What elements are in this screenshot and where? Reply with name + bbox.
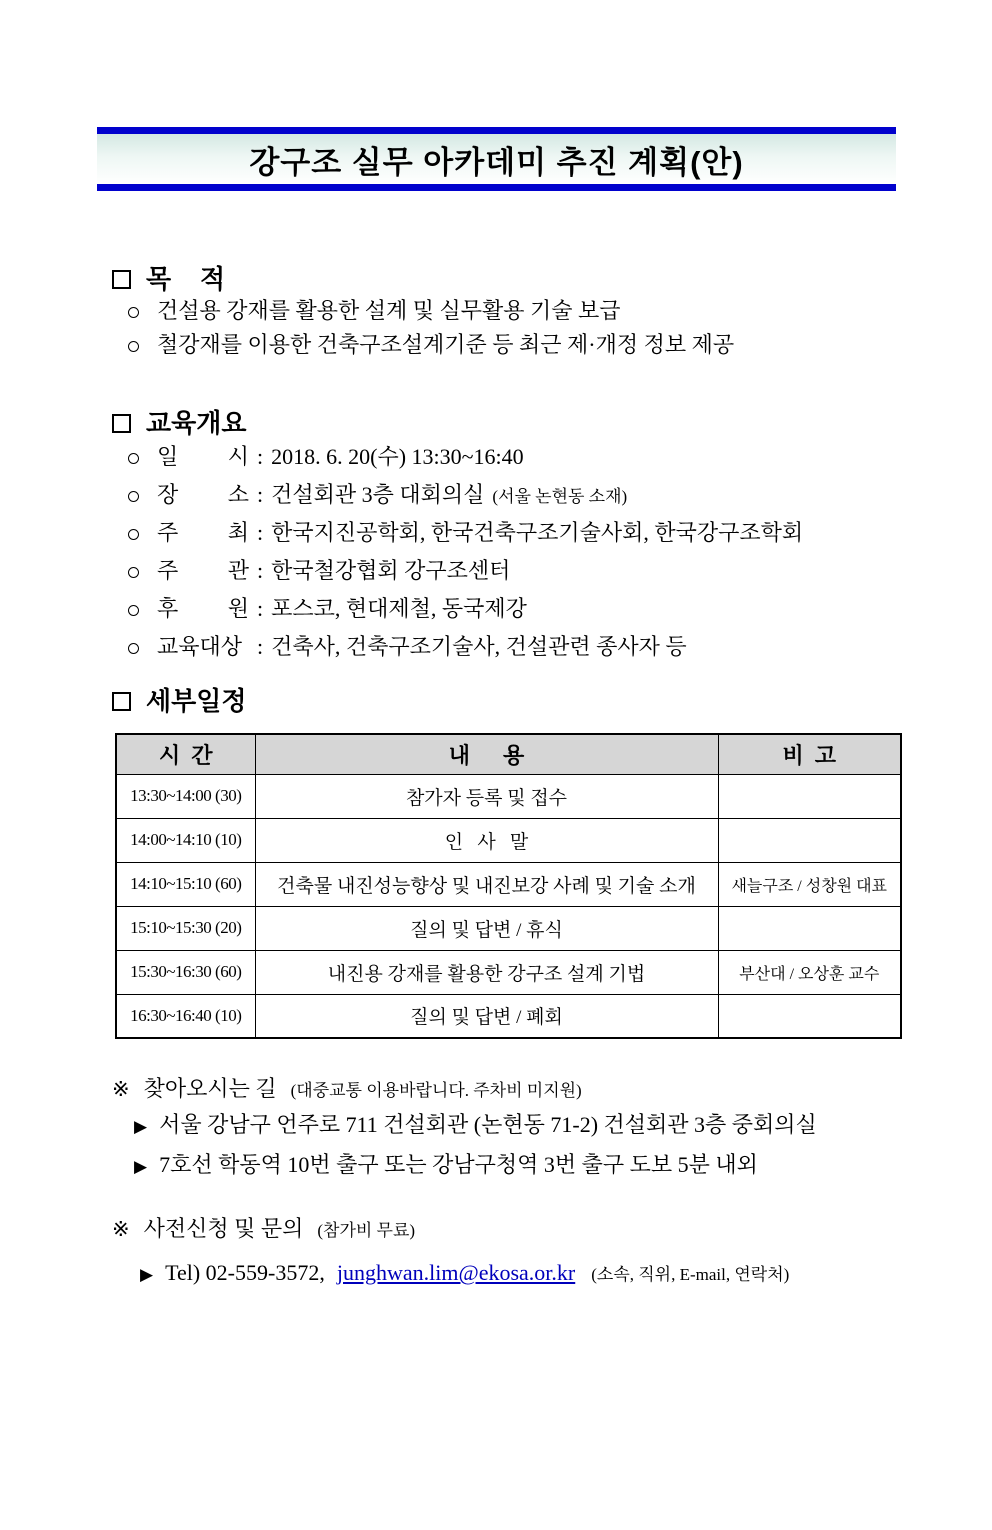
contact-row bbox=[140, 1254, 992, 1294]
schedule-time-cell: 15:10~15:30 (20) bbox=[116, 906, 255, 950]
directions-item-text: 서울 강남구 언주로 711 건설회관 (논현동 71-2) 건설회관 3층 중회의실 bbox=[159, 1112, 817, 1137]
section-heading-overview bbox=[112, 408, 992, 438]
circle-bullet-icon bbox=[128, 567, 139, 578]
overview-colon: : bbox=[257, 444, 264, 469]
square-bullet-icon bbox=[112, 692, 131, 711]
purpose-item-text: 건설용 강재를 활용한 설계 및 실무활용 기술 보급 bbox=[157, 298, 621, 323]
table-row bbox=[116, 994, 901, 1038]
title-banner bbox=[97, 127, 896, 191]
reference-mark-icon: ※ bbox=[112, 1217, 130, 1241]
header-time: 시 간 bbox=[116, 734, 255, 774]
schedule-remark-cell bbox=[718, 818, 901, 862]
section-title: 목 적 bbox=[146, 264, 226, 294]
reference-mark-icon: ※ bbox=[112, 1077, 130, 1101]
header-remark: 비 고 bbox=[718, 734, 901, 774]
purpose-item bbox=[128, 294, 992, 328]
arrow-bullet-icon: ▶ bbox=[134, 1157, 148, 1176]
table-row bbox=[116, 818, 901, 862]
section-title: 세부일정 bbox=[146, 686, 247, 716]
overview-label: 주 관 bbox=[157, 558, 249, 583]
section-heading-schedule bbox=[112, 686, 992, 716]
banner-body bbox=[97, 134, 896, 184]
table-row bbox=[116, 774, 901, 818]
arrow-bullet-icon: ▶ bbox=[134, 1117, 148, 1136]
schedule-content-cell: 내진용 강재를 활용한 강구조 설계 기법 bbox=[255, 950, 718, 994]
schedule-content-cell: 질의 및 답변 / 폐회 bbox=[255, 994, 718, 1038]
circle-bullet-icon bbox=[128, 605, 139, 616]
section-directions bbox=[0, 1074, 992, 1186]
banner-top-bar bbox=[97, 127, 896, 134]
overview-row-sponsor bbox=[128, 590, 992, 628]
registration-heading bbox=[112, 1214, 992, 1246]
overview-label: 일 시 bbox=[157, 444, 249, 469]
square-bullet-icon bbox=[112, 270, 131, 289]
document-page bbox=[0, 127, 992, 1294]
section-purpose bbox=[0, 264, 992, 362]
section-schedule bbox=[0, 686, 992, 1039]
schedule-header-row bbox=[116, 734, 901, 774]
overview-label: 주 최 bbox=[157, 520, 249, 545]
schedule-table bbox=[115, 733, 902, 1039]
schedule-time-cell: 14:10~15:10 (60) bbox=[116, 862, 255, 906]
schedule-content-cell: 질의 및 답변 / 휴식 bbox=[255, 906, 718, 950]
purpose-item bbox=[128, 328, 992, 362]
overview-colon: : bbox=[257, 634, 264, 659]
schedule-remark-cell bbox=[718, 774, 901, 818]
schedule-time-cell: 15:30~16:30 (60) bbox=[116, 950, 255, 994]
overview-value: 건설회관 3층 대회의실 bbox=[271, 482, 485, 507]
schedule-time-cell: 14:00~14:10 (10) bbox=[116, 818, 255, 862]
overview-label: 교육대상 bbox=[157, 634, 243, 659]
overview-value: 건축사, 건축구조기술사, 건설관련 종사자 등 bbox=[271, 634, 687, 659]
contact-suffix: (소속, 직위, E-mail, 연락처) bbox=[591, 1265, 790, 1284]
schedule-remark-cell: 새늘구조 / 성창원 대표 bbox=[718, 862, 901, 906]
overview-label: 후 원 bbox=[157, 596, 249, 621]
schedule-content-cell: 건축물 내진성능향상 및 내진보강 사례 및 기술 소개 bbox=[255, 862, 718, 906]
overview-label: 장 소 bbox=[157, 482, 249, 507]
overview-value: 2018. 6. 20(수) 13:30~16:40 bbox=[271, 444, 524, 469]
directions-item-subway bbox=[134, 1146, 992, 1186]
directions-note: (대중교통 이용바랍니다. 주차비 미지원) bbox=[290, 1081, 582, 1100]
overview-note: (서울 논현동 소재) bbox=[492, 487, 628, 506]
circle-bullet-icon bbox=[128, 491, 139, 502]
circle-bullet-icon bbox=[128, 529, 139, 540]
section-overview bbox=[0, 408, 992, 666]
purpose-item-text: 철강재를 이용한 건축구조설계기준 등 최근 제·개정 정보 제공 bbox=[157, 332, 735, 357]
overview-row-date bbox=[128, 438, 992, 476]
banner-bottom-bar bbox=[97, 184, 896, 191]
overview-colon: : bbox=[257, 520, 264, 545]
square-bullet-icon bbox=[112, 414, 131, 433]
circle-bullet-icon bbox=[128, 453, 139, 464]
arrow-bullet-icon: ▶ bbox=[140, 1265, 154, 1284]
overview-colon: : bbox=[257, 558, 264, 583]
overview-colon: : bbox=[257, 596, 264, 621]
circle-bullet-icon bbox=[128, 643, 139, 654]
directions-item-address bbox=[134, 1106, 992, 1146]
schedule-remark-cell bbox=[718, 994, 901, 1038]
directions-title: 찾아오시는 길 bbox=[143, 1076, 277, 1101]
email-link[interactable]: junghwan.lim@ekosa.or.kr bbox=[336, 1260, 576, 1285]
schedule-time-cell: 16:30~16:40 (10) bbox=[116, 994, 255, 1038]
header-content: 내 용 bbox=[255, 734, 718, 774]
registration-title: 사전신청 및 문의 bbox=[143, 1216, 304, 1241]
circle-bullet-icon bbox=[128, 341, 139, 352]
overview-value: 포스코, 현대제철, 동국제강 bbox=[271, 596, 527, 621]
section-registration bbox=[0, 1214, 992, 1294]
section-title: 교육개요 bbox=[146, 408, 247, 438]
overview-row-audience bbox=[128, 628, 992, 666]
table-row bbox=[116, 906, 901, 950]
overview-colon: : bbox=[257, 482, 264, 507]
section-heading-purpose bbox=[112, 264, 992, 294]
schedule-remark-cell bbox=[718, 906, 901, 950]
schedule-content-cell: 인 사 말 bbox=[255, 818, 718, 862]
overview-row-organizer bbox=[128, 552, 992, 590]
registration-note: (참가비 무료) bbox=[317, 1221, 416, 1240]
schedule-time-cell: 13:30~14:00 (30) bbox=[116, 774, 255, 818]
overview-row-place bbox=[128, 476, 992, 514]
table-row bbox=[116, 950, 901, 994]
schedule-remark-cell: 부산대 / 오상훈 교수 bbox=[718, 950, 901, 994]
tel-text: Tel) 02-559-3572, bbox=[165, 1260, 325, 1285]
table-row bbox=[116, 862, 901, 906]
page-title: 강구조 실무 아카데미 추진 계획(안) bbox=[249, 144, 744, 180]
overview-row-host bbox=[128, 514, 992, 552]
directions-heading bbox=[112, 1074, 992, 1106]
overview-value: 한국철강협회 강구조센터 bbox=[271, 558, 511, 583]
circle-bullet-icon bbox=[128, 307, 139, 318]
schedule-content-cell: 참가자 등록 및 접수 bbox=[255, 774, 718, 818]
directions-item-text: 7호선 학동역 10번 출구 또는 강남구청역 3번 출구 도보 5분 내외 bbox=[159, 1152, 758, 1177]
overview-value: 한국지진공학회, 한국건축구조기술사회, 한국강구조학회 bbox=[271, 520, 804, 545]
